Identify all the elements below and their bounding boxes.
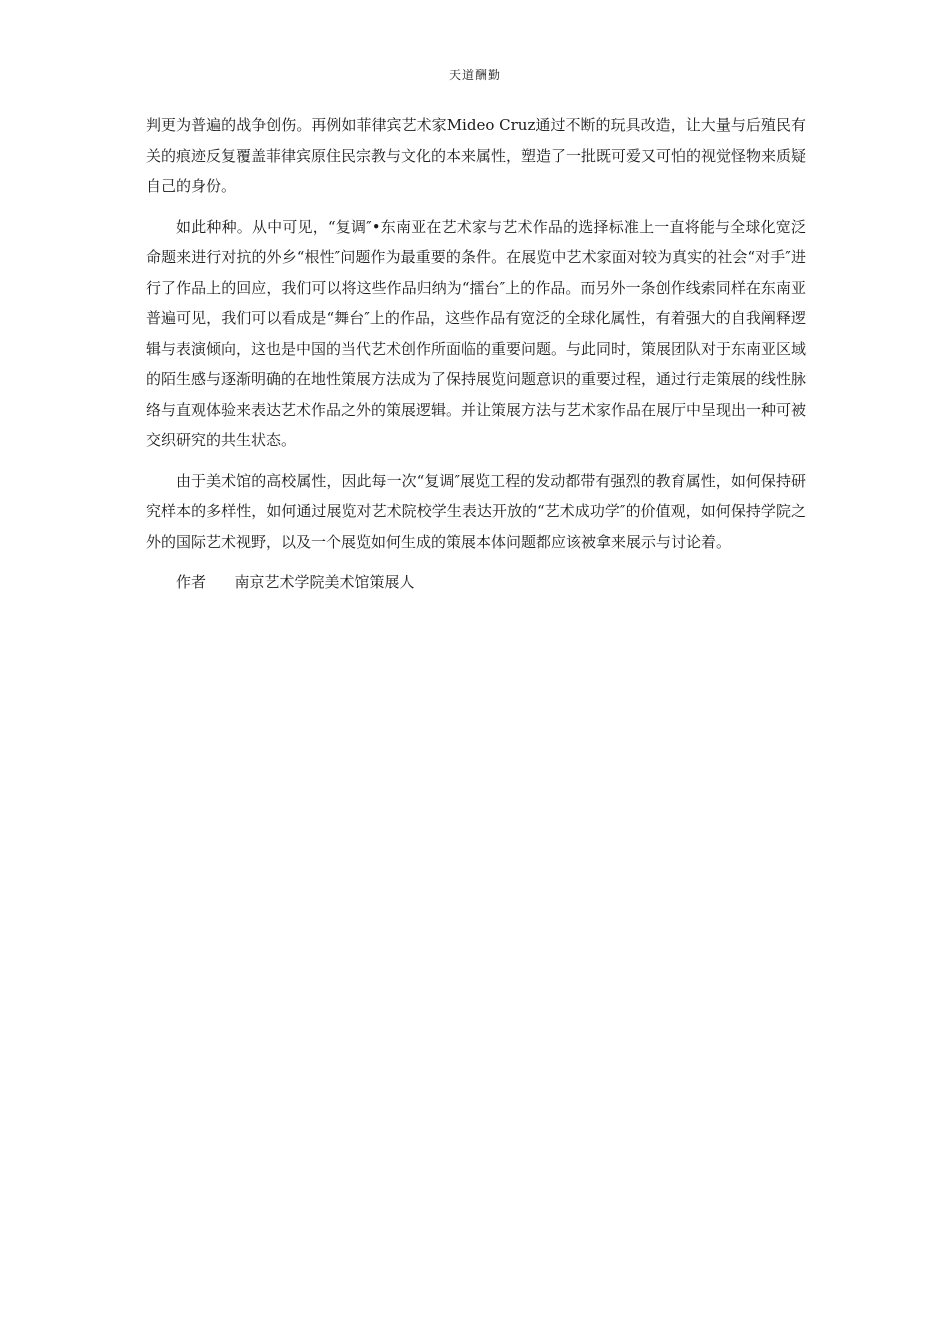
article-body <box>146 110 806 597</box>
paragraph: 如此种种。从中可见，“复调″•东南亚在艺术家与艺术作品的选择标准上一直将能与全球化宽泛命题来进行对抗的外乡“根性″问题作为最重要的条件。在展览中艺术家面对较为真实的社会“对手″进行了作品上的回应，我们可以将这些作品归纳为“擂台″上的作品。而另外一条创作线索同样在东南亚普遍可见，我们可以看成是“舞台″上的作品，这些作品有宽泛的全球化属性，有着强大的自我阐释逻辑与表演倾向，这也是中国的当代艺术创作所面临的重要问题。与此同时，策展团队对于东南亚区域的陌生感与逐渐明确的在地性策展方法成为了保持展览问题意识的重要过程，通过行走策展的线性脉络与直观体验来表达艺术作品之外的策展逻辑。并让策展方法与艺术家作品在展厅中呈现出一种可被交织研究的共生状态。 <box>146 217 807 449</box>
page-header: 天道酬勤 <box>448 68 501 82</box>
author-label: 作者 <box>176 573 207 591</box>
author-affiliation: 南京艺术学院美术馆策展人 <box>234 573 415 591</box>
paragraph: 由于美术馆的高校属性，因此每一次“复调″展览工程的发动都带有强烈的教育属性，如何保持研究样本的多样性，如何通过展览对艺术院校学生表达开放的“艺术成功学″的价值观，如何保持学院之外的国际艺术视野，以及一个展览如何生成的策展本体问题都应该被拿来展示与讨论着。 <box>146 471 806 551</box>
paragraph-continued: 判更为普遍的战争创伤。再例如菲律宾艺术家Mideo Cruz通过不断的玩具改造，让大量与后殖民有关的痕迹反复覆盖菲律宾原住民宗教与文化的本来属性，塑造了一批既可爱又可怕的视觉怪物来质疑自己的身份。 <box>146 116 807 195</box>
author-line <box>146 567 806 597</box>
